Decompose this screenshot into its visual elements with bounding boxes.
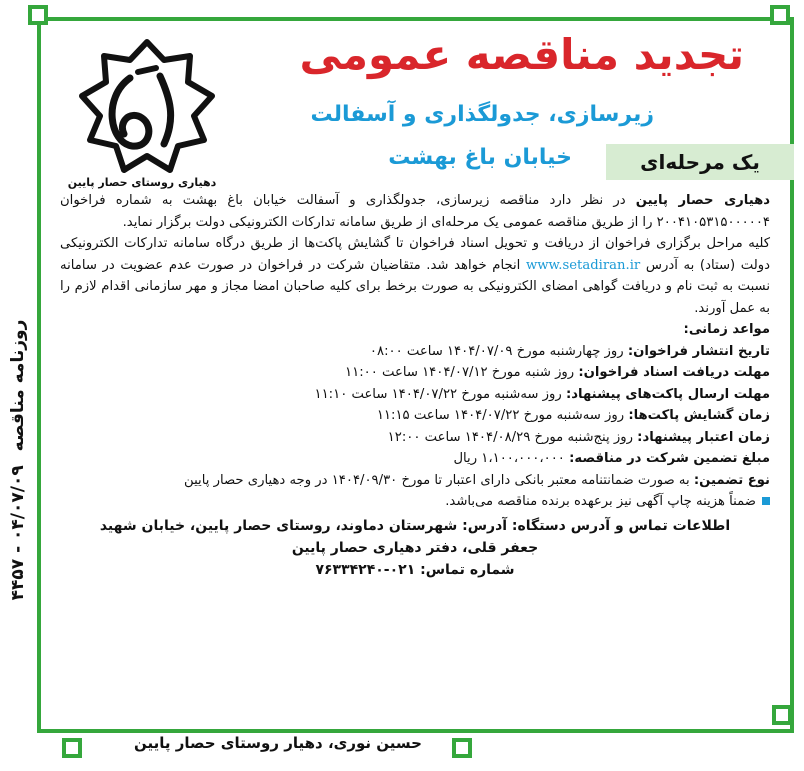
process-text-after: انجام خواهد شد. متقاضیان شرکت در فراخوان در صورت عدم عضویت در سامانه نسبت به ثبت نام و دریافت گواهی امضای الکترونیکی به صورت برخط برای کلیه صاحبان امضا مجاز و مهر سازمانی اقدام لازم را به عمل آورند. — [60, 257, 770, 316]
corner-square-right-bottom — [772, 705, 792, 725]
schedule-heading: مواعد زمانی: — [683, 322, 770, 337]
note-line — [60, 491, 770, 513]
schedule-item — [60, 448, 770, 470]
contact-block — [60, 515, 770, 581]
publication-name: روزنامه مناقصه — [8, 319, 28, 452]
setad-link[interactable]: www.setadiran.ir — [525, 257, 641, 273]
ad-body — [60, 190, 770, 581]
corner-square-top-right — [770, 5, 790, 25]
contact-address-line: اطلاعات تماس و آدرس دستگاه: آدرس: شهرستان دماوند، روستای حصار پایین، خیابان شهید — [99, 517, 731, 534]
side-publication-label — [2, 290, 34, 630]
schedule-label: زمان اعتبار پیشنهاد: — [637, 429, 770, 445]
ad-title: تجدید مناقصه عمومی — [299, 30, 744, 79]
logo-caption: دهیاری روستای حصار پایین — [67, 176, 217, 189]
schedule-label: زمان گشایش پاکت‌ها: — [628, 408, 770, 423]
ad-subtitle-project: زیرسازی، جدولگذاری و آسفالت — [310, 102, 654, 127]
schedule-value: روز شنبه مورخ ۱۴۰۴/۰۷/۱۲ ساعت ۱۱:۰۰ — [345, 365, 579, 380]
contact-phone: شماره تماس: ۰۲۱-۷۶۳۳۴۲۴۰ — [315, 561, 515, 578]
schedule-item — [60, 341, 770, 363]
note-text: ضمناً هزینه چاپ آگهی نیز برعهده برنده مناقصه می‌باشد. — [445, 494, 756, 509]
process-paragraph — [60, 233, 770, 319]
guarantee-line — [60, 470, 770, 492]
schedule-value: روز سه‌شنبه مورخ ۱۴۰۴/۰۷/۲۲ ساعت ۱۱:۱۵ — [376, 408, 629, 423]
schedule-value: روز پنج‌شنبه مورخ ۱۴۰۴/۰۸/۲۹ ساعت ۱۲:۰۰ — [387, 429, 638, 445]
schedule-label: تاریخ انتشار فراخوان: — [627, 343, 770, 359]
schedule-item — [60, 427, 770, 449]
corner-square-bottom-middle — [452, 738, 472, 758]
issue-number: ۰۴/۰۷/۰۹ - ۴۴۵۷ — [8, 465, 28, 601]
intro-lead: دهیاری حصار پایین — [635, 193, 770, 208]
ad-subtitle-street: خیابان باغ بهشت — [388, 145, 572, 170]
schedule-item — [60, 384, 770, 406]
schedule-value: ۱،۱۰۰،۰۰۰،۰۰۰ ریال — [453, 451, 570, 466]
stage-badge: یک مرحله‌ای — [606, 144, 794, 180]
schedule-label: مهلت ارسال پاکت‌های پیشنهاد: — [565, 386, 770, 402]
guarantee-value: به صورت ضمانتنامه معتبر بانکی دارای اعتبار تا مورخ ۱۴۰۴/۰۹/۳۰ در وجه دهیاری حصار پایین — [184, 472, 694, 488]
bullet-icon — [762, 497, 770, 505]
corner-square-bottom-left — [62, 738, 82, 758]
intro-paragraph — [60, 190, 770, 233]
signature: حسین نوری، دهیار روستای حصار پایین — [133, 734, 422, 752]
schedule-value: روز چهارشنبه مورخ ۱۴۰۴/۰۷/۰۹ ساعت ۰۸:۰۰ — [369, 343, 628, 359]
dehyari-logo — [72, 38, 222, 178]
schedule-item — [60, 405, 770, 427]
contact-address-line-2: جعفر قلی، دفتر دهیاری حصار پایین — [291, 539, 539, 556]
schedule-item — [60, 362, 770, 384]
guarantee-label: نوع تضمین: — [693, 472, 770, 488]
schedule-value: روز سه‌شنبه مورخ ۱۴۰۴/۰۷/۲۲ ساعت ۱۱:۱۰ — [314, 386, 566, 402]
corner-square-top-left — [28, 5, 48, 25]
process-text-before: کلیه مراحل برگزاری فراخوان از دریافت و تحویل اسناد فراخوان تا گشایش پاکت‌ها از طریق درگاه سامانه تدارکات الکترونیکی دولت (ستاد) به آدرس — [60, 236, 770, 273]
schedule-label: مهلت دریافت اسناد فراخوان: — [578, 365, 770, 380]
schedule-label: مبلغ تضمین شرکت در مناقصه: — [569, 451, 770, 466]
intro-text: در نظر دارد مناقصه زیرسازی، جدولگذاری و آسفالت خیابان باغ بهشت به شماره فراخوان ۲۰۰۴۱۰۵۳۱۵۰۰۰۰۰۴ را از طریق مناقصه عمومی یک مرحله‌ای از طریق سامانه تدارکات الکترونیکی دولت برگزار نماید. — [60, 193, 770, 230]
